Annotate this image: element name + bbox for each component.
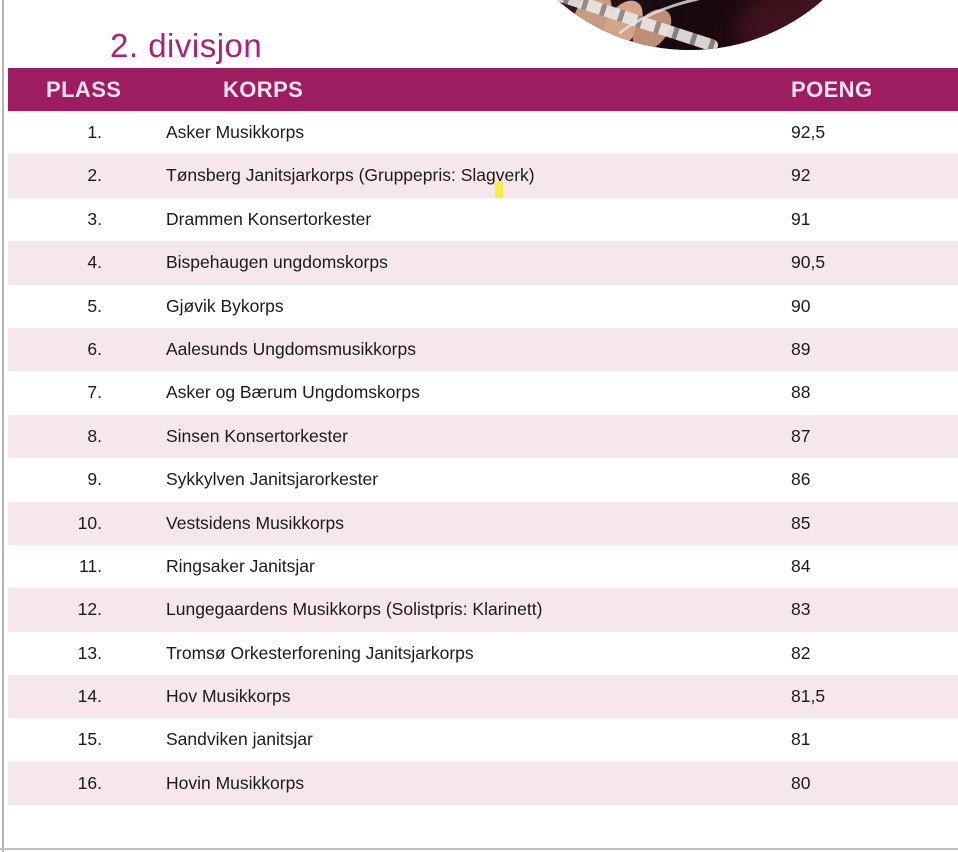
row-korps: Asker og Bærum Ungdomskorps: [166, 382, 420, 403]
row-korps: Sinsen Konsertorkester: [166, 425, 348, 446]
row-place: 1.: [87, 122, 102, 142]
row-korps: Tromsø Orkesterforening Janitsjarkorps: [166, 642, 474, 663]
row-korps: Lungegaardens Musikkorps (Solistpris: Klarinett): [166, 599, 543, 620]
row-korps: Hovin Musikkorps: [166, 772, 305, 793]
table-row: [8, 241, 958, 284]
row-points: 80: [791, 772, 811, 793]
row-points: 81: [791, 729, 811, 750]
table-row: [8, 328, 958, 371]
table-row: [8, 154, 958, 197]
row-place: 8.: [87, 425, 102, 446]
table-row: [8, 502, 958, 545]
results-table-body: [8, 111, 958, 805]
page-left-border: [2, 0, 4, 852]
page-title: 2. divisjon: [110, 27, 263, 65]
row-place: 15.: [77, 729, 102, 750]
table-row: [8, 762, 958, 805]
row-points: 90,5: [791, 252, 826, 273]
row-place: 5.: [87, 295, 102, 316]
row-points: 92: [791, 165, 811, 186]
table-row: [8, 415, 958, 458]
row-korps: Ringsaker Janitsjar: [166, 555, 315, 576]
row-points: 90: [791, 295, 811, 316]
row-korps: Drammen Konsertorkester: [166, 208, 372, 229]
row-points: 91: [791, 208, 811, 229]
row-place: 9.: [87, 469, 102, 490]
table-row: [8, 588, 958, 631]
table-row: [8, 632, 958, 675]
table-row: [8, 458, 958, 501]
row-points: 84: [791, 555, 811, 576]
row-points: 83: [791, 599, 811, 620]
row-place: 16.: [77, 772, 102, 793]
row-korps: Gjøvik Bykorps: [166, 295, 284, 316]
row-place: 10.: [77, 512, 102, 533]
row-place: 13.: [77, 642, 102, 663]
row-points: 89: [791, 338, 811, 359]
row-korps: Asker Musikkorps: [166, 122, 305, 142]
row-points: 85: [791, 512, 811, 533]
row-korps: Bispehaugen ungdomskorps: [166, 252, 388, 273]
row-korps: Tønsberg Janitsjarkorps (Gruppepris: Slagverk): [166, 165, 535, 186]
table-row: [8, 198, 958, 241]
row-korps: Sandviken janitsjar: [166, 729, 313, 750]
row-place: 11.: [78, 555, 102, 576]
column-header-plass: PLASS: [46, 77, 122, 102]
table-row: [8, 718, 958, 761]
row-points: 88: [791, 382, 811, 403]
row-points: 86: [791, 469, 811, 490]
row-place: 6.: [87, 338, 102, 359]
row-korps: Sykkylven Janitsjarorkester: [166, 469, 379, 490]
row-place: 14.: [77, 686, 102, 707]
row-points: 87: [791, 425, 811, 446]
table-row: [8, 675, 958, 718]
row-korps: Vestsidens Musikkorps: [166, 512, 344, 533]
table-row: [8, 371, 958, 414]
table-header: [8, 68, 958, 111]
row-place: 7.: [87, 382, 102, 403]
table-row: [8, 545, 958, 588]
flutist-photo: [489, 0, 891, 50]
column-header-poeng: POENG: [791, 77, 873, 102]
row-place: 3.: [87, 208, 102, 229]
row-place: 2.: [87, 165, 102, 186]
row-korps: Hov Musikkorps: [166, 686, 291, 707]
page-bottom-border: [0, 848, 958, 850]
table-row: [8, 285, 958, 328]
table-row: [8, 111, 958, 154]
column-header-korps: KORPS: [223, 77, 304, 102]
row-points: 81,5: [791, 686, 826, 707]
row-korps: Aalesunds Ungdomsmusikkorps: [166, 338, 416, 359]
row-points: 82: [791, 642, 811, 663]
row-place: 4.: [87, 252, 102, 273]
row-place: 12.: [77, 599, 102, 620]
row-points: 92,5: [791, 122, 826, 142]
